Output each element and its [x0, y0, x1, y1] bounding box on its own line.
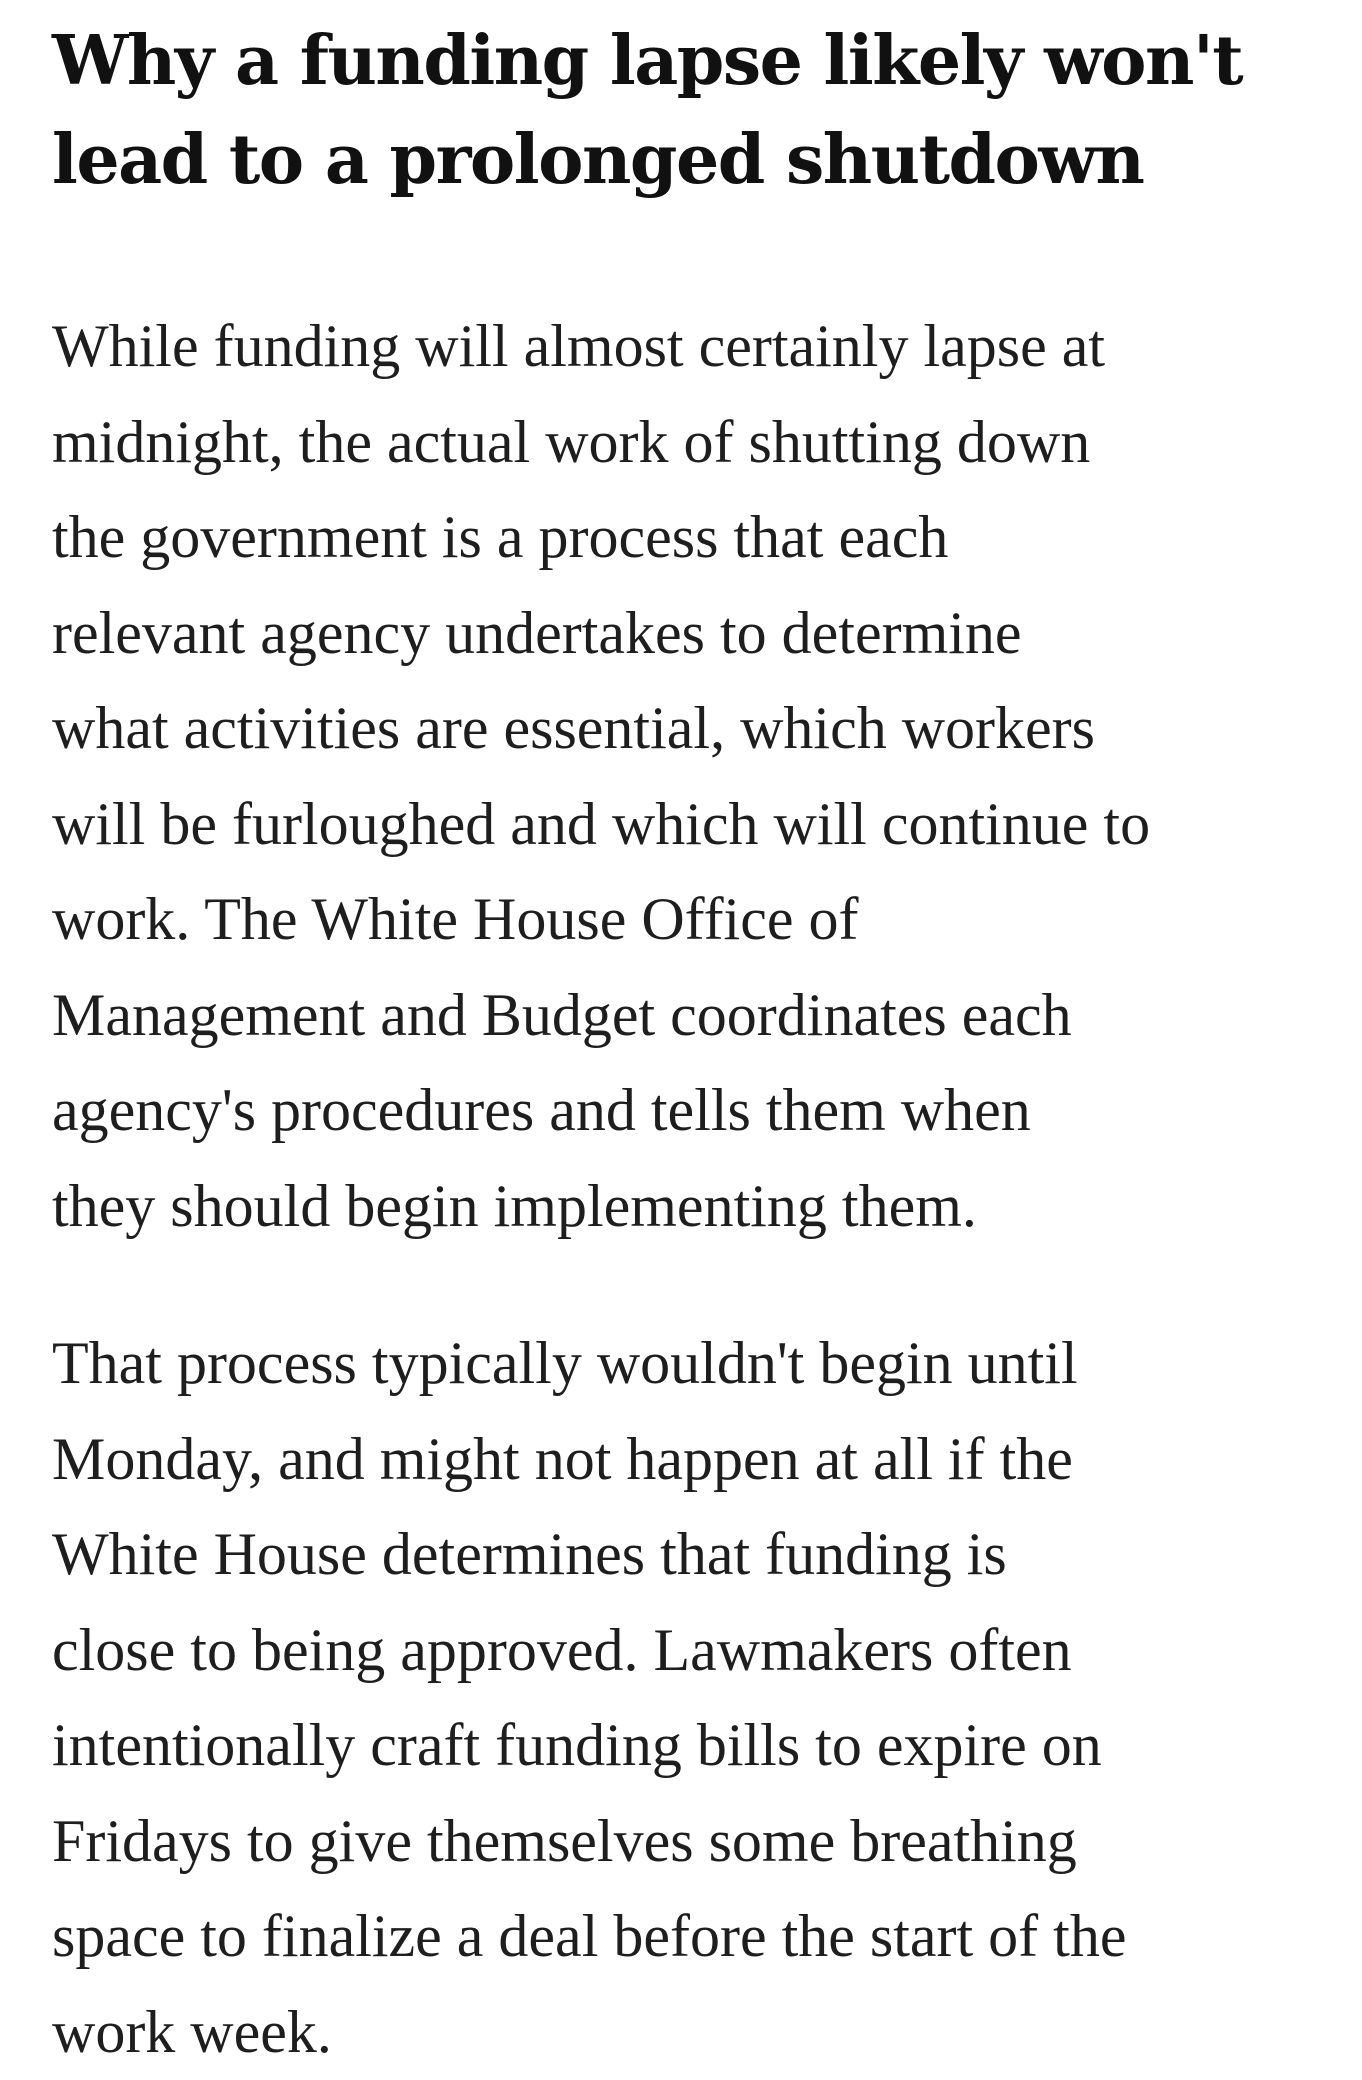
- headline-line: Why a funding lapse likely won't: [52, 12, 1352, 111]
- paragraph-line: will be furloughed and which will continue to: [52, 777, 1352, 873]
- paragraph-line: Management and Budget coordinates each: [52, 968, 1352, 1064]
- paragraph-line: While funding will almost certainly lapse at: [52, 299, 1352, 395]
- paragraph-line: the government is a process that each: [52, 490, 1352, 586]
- paragraph-line: work week.: [52, 1985, 1352, 2080]
- paragraph-line: what activities are essential, which workers: [52, 681, 1352, 777]
- paragraph-line: relevant agency undertakes to determine: [52, 586, 1352, 682]
- paragraph-line: work. The White House Office of: [52, 872, 1352, 968]
- article-headline: [52, 12, 1352, 210]
- paragraph-line: intentionally craft funding bills to expire on: [52, 1698, 1352, 1794]
- article-paragraph: [52, 299, 1352, 1254]
- paragraph-line: Fridays to give themselves some breathing: [52, 1794, 1352, 1890]
- paragraph-line: Monday, and might not happen at all if the: [52, 1412, 1352, 1508]
- headline-line: lead to a prolonged shutdown: [52, 111, 1352, 210]
- paragraph-line: White House determines that funding is: [52, 1507, 1352, 1603]
- paragraph-line: space to finalize a deal before the start of the: [52, 1889, 1352, 1985]
- paragraph-line: agency's procedures and tells them when: [52, 1063, 1352, 1159]
- article-paragraph: [52, 1316, 1352, 2080]
- paragraph-line: midnight, the actual work of shutting down: [52, 395, 1352, 491]
- paragraph-line: close to being approved. Lawmakers often: [52, 1603, 1352, 1699]
- paragraph-line: That process typically wouldn't begin until: [52, 1316, 1352, 1412]
- paragraph-line: they should begin implementing them.: [52, 1159, 1352, 1255]
- article-body: [52, 0, 1352, 2080]
